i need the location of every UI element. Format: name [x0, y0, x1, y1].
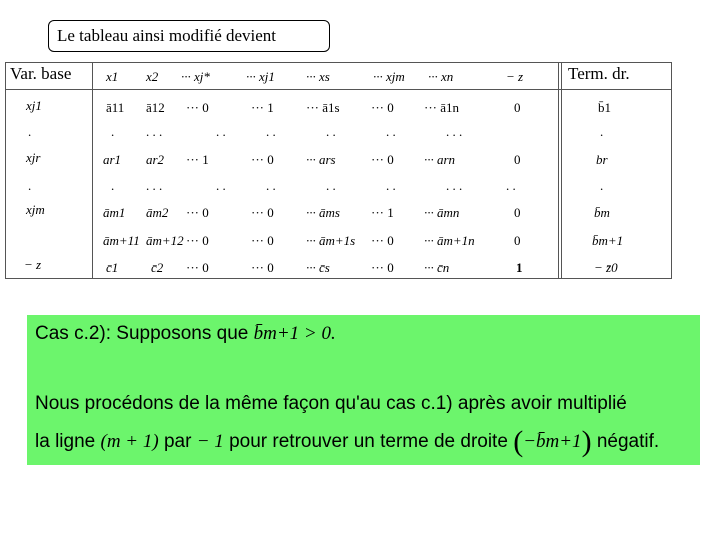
term-cell: . — [600, 124, 604, 139]
tableau-cell: ar2 — [146, 152, 165, 167]
tableau-cell: 0 — [514, 233, 521, 248]
row-var: xjr — [26, 150, 41, 165]
header-col-3: ··· xj* — [181, 69, 210, 84]
note-line-3-math: −b̄m+1 — [523, 431, 582, 452]
tableau-cell: . — [111, 124, 115, 139]
note-line-3-a: la ligne — [35, 431, 96, 452]
term-cell: br — [596, 152, 608, 167]
tableau-cell: . — [111, 178, 115, 193]
row-var: . — [28, 124, 32, 139]
tableau-cell: ··· ām+1s — [306, 233, 356, 248]
tableau-cell: ··· 0 — [371, 233, 394, 248]
header-var-base: Var. base — [10, 64, 72, 83]
row-var: xjm — [26, 202, 45, 217]
tableau-cell: ··· 0 — [186, 260, 209, 275]
note-line-3-e: négatif. — [596, 431, 660, 452]
tableau-cell: ··· 0 — [251, 205, 274, 220]
header-term: Term. dr. — [568, 64, 630, 83]
note-line-3-c: − 1 — [196, 431, 224, 452]
tableau-cell: . . — [386, 178, 396, 193]
tableau-cell: . . — [326, 124, 336, 139]
column-divider — [92, 63, 93, 278]
note-box — [27, 315, 700, 465]
header-divider — [6, 89, 671, 90]
tableau-cell: ām2 — [146, 205, 169, 220]
term-cell: − z̄0 — [594, 260, 618, 275]
tableau-cell: ··· 1 — [251, 100, 274, 115]
tableau-cell: 0 — [514, 100, 521, 115]
note-line-3-d: pour retrouver un terme de droite — [229, 431, 508, 452]
tableau-cell: . . — [506, 178, 516, 193]
tableau-cell: ··· ā1s — [306, 100, 340, 115]
header-col-2: x2 — [146, 69, 159, 84]
column-divider — [558, 63, 559, 278]
tableau-cell: 1 — [516, 260, 523, 275]
tableau-cell: ar1 — [103, 152, 122, 167]
note-line-3 — [35, 425, 659, 459]
tableau-cell: ··· ā1n — [424, 100, 460, 115]
tableau-cell: c̄1 — [106, 260, 119, 275]
simplex-tableau — [5, 62, 672, 279]
tableau-cell: ··· āmn — [424, 205, 460, 220]
tableau-cell: ām+12 — [146, 233, 184, 248]
term-cell: b̄m+1 — [592, 233, 624, 248]
term-cell: b̄1 — [598, 100, 611, 115]
tableau-cell: ā11 — [106, 100, 125, 115]
header-col-6: ··· xjm — [373, 69, 405, 84]
tableau-cell: ām+11 — [103, 233, 140, 248]
tableau-cell: . . — [216, 124, 226, 139]
row-var: . — [28, 178, 32, 193]
tableau-cell: ··· arn — [424, 152, 456, 167]
tableau-cell: ··· 1 — [371, 205, 394, 220]
column-divider — [561, 63, 562, 278]
tableau-cell: ··· 1 — [186, 152, 209, 167]
row-var: xj1 — [26, 98, 42, 113]
left-paren: ( — [513, 425, 524, 458]
row-var: − z — [24, 257, 42, 272]
tableau-cell: ··· 0 — [186, 233, 209, 248]
tableau-cell: . . — [266, 178, 276, 193]
tableau-cell: . . — [266, 124, 276, 139]
tableau-cell: ··· c̄s — [306, 260, 330, 275]
tableau-cell: 0 — [514, 205, 521, 220]
tableau-cell: . . — [386, 124, 396, 139]
tableau-cell: 0 — [514, 152, 521, 167]
term-cell: b̄m — [594, 205, 610, 220]
tableau-cell: ··· c̄n — [424, 260, 450, 275]
tableau-cell: ··· āms — [306, 205, 340, 220]
header-col-8: − z — [506, 69, 524, 84]
header-col-4: ··· xj1 — [246, 69, 275, 84]
header-col-1: x1 — [106, 69, 119, 84]
tableau-cell: . . — [326, 178, 336, 193]
header-col-7: ··· xn — [428, 69, 454, 84]
note-line-1 — [35, 323, 336, 345]
tableau-cell: . . . — [146, 178, 163, 193]
note-line-3-b: par — [163, 431, 192, 452]
tableau-cell: ··· ars — [306, 152, 336, 167]
slide-title: Le tableau ainsi modifié devient — [48, 20, 330, 52]
tableau-cell: ··· 0 — [371, 100, 394, 115]
tableau-cell: ··· 0 — [251, 152, 274, 167]
right-paren: ) — [581, 425, 592, 458]
tableau-cell: ··· ām+1n — [424, 233, 475, 248]
tableau-cell: ā12 — [146, 100, 165, 115]
tableau-cell: ··· 0 — [251, 233, 274, 248]
header-col-5: ··· xs — [306, 69, 330, 84]
tableau-cell: ām1 — [103, 205, 126, 220]
tableau-cell: ··· 0 — [186, 205, 209, 220]
tableau-cell: . . . — [446, 124, 463, 139]
tableau-cell: c̄2 — [151, 260, 164, 275]
tableau-cell: . . . — [146, 124, 163, 139]
tableau-cell: ··· 0 — [251, 260, 274, 275]
tableau-cell: ··· 0 — [371, 152, 394, 167]
note-line-3-m: (m + 1) — [100, 431, 159, 452]
tableau-cell: . . . — [446, 178, 463, 193]
tableau-cell: ··· 0 — [371, 260, 394, 275]
note-line-1-math: b̄m+1 > 0. — [253, 323, 336, 344]
tableau-cell: ··· 0 — [186, 100, 209, 115]
tableau-cell: . . — [216, 178, 226, 193]
note-line-2: Nous procédons de la même façon qu'au cas c.1) après avoir multiplié — [35, 393, 627, 414]
note-line-1-text: Cas c.2): Supposons que — [35, 323, 249, 344]
term-cell: . — [600, 178, 604, 193]
